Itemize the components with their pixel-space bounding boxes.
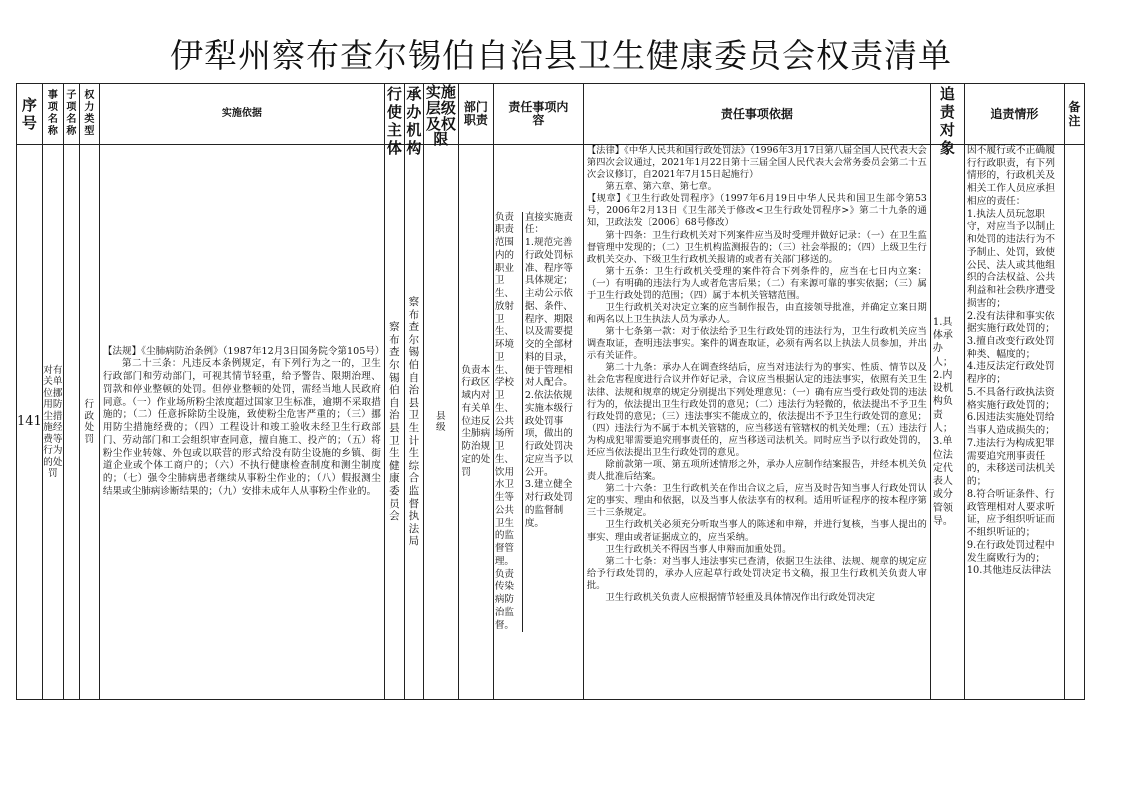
basis-article: 第二十三条：凡违反本条例规定，有下列行为之一的，卫生行政部门和劳动部门，可视其情节轻重，给予警告、限期治理、罚款和停业整顿的处罚。但停业整顿的处罚，需经当地人民政府同意。（一）作业场所粉尘浓度超过国家卫生标准，逾期不采取措施的；（二）任意拆除防尘设施，致使粉尘危害严重的；（三）挪用防尘措施经费的；（四）工程设计和竣工验收未经卫生行政部门、劳动部门和工会组织审查同意，擅自施工、投产的；（五）将粉尘作业转嫁、外包或以联营的形式给没有防尘设施的乡镇、街道企业或个体工商户的；（六）不执行健康检查制度和测尘制度的；（七）强令尘肺病患者继续从事粉尘作业的；（八）假报测尘结果或尘肺病诊断结果的；（九）安排未成年人从事粉尘作业的。 bbox=[102, 358, 381, 497]
resp-basis-paragraph: 第五章、第六章、第七章。 bbox=[605, 181, 717, 193]
level-text: 县级 bbox=[436, 410, 446, 433]
situation-item: 3.擅自改变行政处罚种类、幅度的； bbox=[966, 336, 1055, 360]
resp-basis-paragraph: 卫生行政机关对决定立案的应当制作报告，由直接领导批准，并确定立案日期和两名以上卫生执法人员为承办人。 bbox=[586, 302, 927, 326]
situation-item: 7.违法行为构成犯罪需要追究刑事责任的，未移送司法机关的； bbox=[966, 437, 1055, 488]
header-sub-item: 子项名称 bbox=[63, 84, 79, 145]
accountable-3: 3.单位法定代表人或分管领导。 bbox=[932, 436, 953, 528]
cell-power-type: 行政处罚 bbox=[79, 145, 99, 700]
header-row bbox=[17, 84, 1085, 145]
header-dept-duty: 部门职责 bbox=[458, 84, 493, 145]
resp-basis-paragraph: 卫生行政机关必须充分听取当事人的陈述和申辩，并进行复核，当事人提出的事实、理由或者证据成立的，应当采纳。 bbox=[586, 519, 927, 543]
power-list-table bbox=[16, 83, 1085, 700]
situation-item: 1.执法人员玩忽职守，对应当予以制止和处罚的违法行为不予制止、处罚，致使公民、法人或其他组织的合法权益、公共利益和社会秩序遭受损害的； bbox=[966, 208, 1055, 309]
situation-item: 6.因违法实施处罚给当事人造成损失的； bbox=[966, 412, 1055, 437]
header-item-name: 事项名称 bbox=[42, 84, 63, 145]
resp-basis-paragraph: 第十七条第一款：对于依法给予卫生行政处罚的违法行为，卫生行政机关应当调查取证，查明违法事实。案件的调查取证，必须有两名以上执法人员参加，并出示有关证件。 bbox=[586, 326, 927, 362]
header-power-type: 权力类型 bbox=[79, 84, 99, 145]
header-resp-content: 责任事项内容 bbox=[493, 84, 583, 145]
header-remark: 备注 bbox=[1064, 84, 1084, 145]
cell-subject: 察布查尔锡伯自治县卫生健康委员会 bbox=[384, 145, 404, 700]
situation-item: 因不履行或不正确履行行政职责，有下列情形的，行政机关及相关工作人员应承担相应的责任： bbox=[966, 145, 1055, 207]
resp-direct: 直接实施责任： bbox=[524, 211, 573, 236]
resp-basis-paragraph: 第十四条：卫生行政机关对下列案件应当及时受理并做好记录：（一）在卫生监督管理中发现的；（二）卫生机构监测报告的；（三）社会举报的；（四）上级卫生行政机关交办、下级卫生行政机关报请的或者有关部门移送的。 bbox=[586, 229, 927, 265]
resp-3: 3.建立健全对行政处罚的监督制度。 bbox=[524, 479, 573, 529]
header-seq: 序号 bbox=[17, 84, 43, 145]
resp-basis-paragraph: 卫生行政机关负责人应根据情节轻重及具体情况作出行政处罚决定 bbox=[605, 591, 876, 603]
situation-item: 8.符合听证条件、行政管理相对人要求听证，应予组织听证而不组织听证的； bbox=[966, 488, 1055, 539]
header-subject: 行使主体 bbox=[384, 84, 404, 145]
page-title: 伊犁州察布查尔锡伯自治县卫生健康委员会权责清单 bbox=[170, 36, 952, 75]
header-level: 实施层级及权限 bbox=[423, 84, 458, 145]
resp-1: 1.规范完善行政处罚标准、程序等具体规定；主动公示依据、条件、程序、期限以及需要提交的全部材料的目录，便于管理相对人配合。 bbox=[524, 237, 573, 389]
cell-dept-duty: 负责本行政区域内对有关单位违反尘肺病防治规定的处罚 bbox=[458, 145, 493, 700]
situation-item: 5.不具备行政执法资格实施行政处罚的； bbox=[966, 386, 1055, 411]
accountable-1: 1.具体承办人； bbox=[932, 316, 953, 368]
cell-item-name: 对有关单位挪用防尘措施经费等行为的处罚 bbox=[42, 145, 63, 700]
header-situation: 追责情形 bbox=[964, 84, 1064, 145]
cell-remark bbox=[1064, 145, 1084, 700]
cell-resp-basis bbox=[583, 145, 930, 700]
header-handling-org: 承办机构 bbox=[406, 85, 422, 157]
header-accountable: 追责对象 bbox=[930, 84, 964, 145]
cell-level bbox=[423, 145, 458, 700]
cell-situation bbox=[964, 145, 1064, 700]
resp-basis-paragraph: 第二十六条：卫生行政机关在作出合议之后，应当及时告知当事人行政处罚认定的事实、理由和依据，以及当事人依法享有的权利。适用听证程序的按本程序第三十三条规定。 bbox=[586, 483, 927, 519]
header-resp-basis: 责任事项依据 bbox=[583, 84, 930, 145]
situation-item: 2.没有法律和事实依据实施行政处罚的； bbox=[966, 310, 1055, 335]
resp-basis-paragraph: 第二十九条：承办人在调查终结后，应当对违法行为的事实、性质、情节以及社会危害程度进行合议并作好记录，合议应当根据认定的违法事实，依照有关卫生法律、法规和规章的规定分别提出下列处理意见：（一）确有应当受行政处罚的违法行为的，依法提出卫生行政处罚的意见；（二）违法行为轻微的，依法提出不予卫生行政处罚的意见；（三）违法事实不能成立的，依法提出不予卫生行政处罚的意见；（四）违法行为不属于本机关管辖的，应当移送有管辖权的机关处理；（五）违法行为构成犯罪需要追究刑事责任的，应当移送司法机关。同时应当予以行政处罚的，还应当依法提出卫生行政处罚的意见。 bbox=[586, 362, 927, 458]
resp-basis-paragraph: 第十五条：卫生行政机关受理的案件符合下列条件的，应当在七日内立案：（一）有明确的违法行为人或者危害后果；（二）有来源可靠的事实依据；（三）属于卫生行政处罚的范围；（四）属于本机关管辖范围。 bbox=[586, 265, 927, 301]
cell-handling-org: 察布查尔锡伯自治县卫生计生综合监督执法局 bbox=[404, 145, 423, 700]
table-row bbox=[17, 145, 1085, 700]
resp-basis-text bbox=[584, 145, 930, 697]
situation-item: 9.在行政处罚过程中发生腐败行为的； bbox=[966, 539, 1055, 564]
situation-item: 4.违反法定行政处罚程序的； bbox=[966, 361, 1055, 386]
resp-basis-paragraph: 第二十七条：对当事人违法事实已查清，依据卫生法律、法规、规章的规定应给予行政处罚的，承办人应起草行政处罚决定书文稿，报卫生行政机关负责人审批。 bbox=[586, 555, 927, 591]
basis-title: 【法规】《尘肺病防治条例》（1987年12月3日国务院令第105号） bbox=[102, 345, 385, 357]
cell-basis bbox=[99, 145, 384, 700]
cell-resp-content bbox=[493, 145, 583, 700]
resp-2: 2.依法依规实施本级行政处罚事项，做出的行政处罚决定应当予以公开。 bbox=[524, 390, 573, 478]
resp-scope: 负责职责范围内的职业卫生、放射卫生、环境卫生、学校卫生、公共场所卫生、饮用水卫生等公共卫生的监督管理。负责传染病防治监督。 bbox=[494, 211, 515, 631]
resp-basis-paragraph: 【法律】《中华人民共和国行政处罚法》（1996年3月17日第八届全国人民代表大会第四次会议通过，2021年1月22日第十三届全国人民代表大会常务委员会第二十五次会议修订，自2021年7月15日起施行） bbox=[586, 145, 927, 181]
resp-basis-paragraph: 除前款第一项、第五项所述情形之外，承办人应制作结案报告，并经本机关负责人批准后结案。 bbox=[586, 459, 927, 483]
situation-text bbox=[965, 145, 1064, 697]
header-basis: 实施依据 bbox=[99, 84, 384, 145]
resp-basis-paragraph: 【规章】《卫生行政处罚程序》（1997年6月19日中华人民共和国卫生部令第53号，2006年2月13日《卫生部关于修改<卫生行政处罚程序>》第二十九条的通知，卫政法发〔2006〕68号修改） bbox=[586, 193, 927, 229]
cell-seq: 141 bbox=[17, 145, 43, 700]
situation-item: 10.其他违反法律法 bbox=[966, 565, 1051, 577]
cell-accountable bbox=[930, 145, 964, 700]
cell-sub-item bbox=[63, 145, 79, 700]
accountable-2: 2.内设机构负责人； bbox=[932, 369, 953, 434]
resp-basis-paragraph: 卫生行政机关不得因当事人申辩而加重处罚。 bbox=[605, 543, 792, 555]
